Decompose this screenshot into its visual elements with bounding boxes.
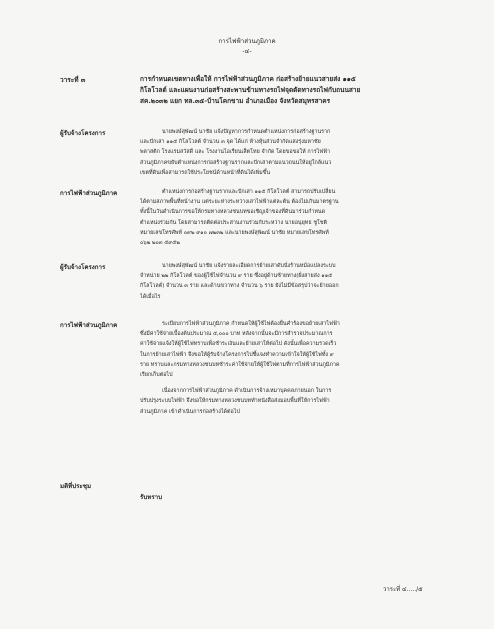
body-line: ส่วนภูมิภาค เข้าดำเนินการก่อสร้างได้ต่อไป (140, 408, 240, 415)
body-line: เนื่องจากการไฟฟ้าส่วนภูมิภาค ดำเนินการจ้างเหมาบุคคลภายนอก ในการ (162, 388, 332, 395)
body-line: ได้ตามสภาพพื้นที่หน้างาน แต่ระยะห่างระหว่างเสาไฟฟ้าแต่ละต้น ต้องไม่เกินมาตรฐาน (140, 199, 339, 206)
body-line: ปรับปรุงระบบไฟฟ้า จึงขอให้กรมทางหลวงชนบททำหนังสือส่งมอบพื้นที่ให้การไฟฟ้า (140, 398, 330, 405)
resolution-value: รับทราบ (140, 494, 163, 501)
body-line: ราย ทราบและกรมทางหลวงชนบทชำระค่าใช้จ่ายให้ผู้ใช้ไฟตามที่การไฟฟ้าส่วนภูมิภาค (140, 361, 340, 368)
body-line: และปักเสา ๑๑๕ กิโลโวลต์ จำนวน ๓ จุด ได้แก่ ห้างหุ้นส่วนจำกัดแสงรุ่งมหาชัย (140, 139, 321, 146)
body-line: จำหน่าย ๒๒ กิโลโวลต์ ของผู้ใช้ไฟจำนวน ๙ ราย ซึ่งอยู่ด้านซ้ายทาง(ฝั่งสายส่ง ๑๑๕ (140, 273, 333, 280)
section-label-pea-1: การไฟฟ้าส่วนภูมิภาค (60, 190, 118, 197)
agenda-label: วาระที่ ๓ (60, 76, 86, 84)
page-number: -๔- (242, 48, 252, 55)
agenda-title-line: การกำหนดเขตทางเพื่อให้ การไฟฟ้าส่วนภูมิภาค ก่อสร้างย้ายแนวสายส่ง ๑๑๕ (140, 75, 356, 83)
section-body-pea-1 (140, 187, 440, 248)
section-label-contractor-2: ผู้รับจ้างโครงการ (60, 264, 106, 271)
body-line: ๐๖๒ ๒๐๓ ๕๙๕๒ (140, 240, 180, 247)
body-line: เรียกเก็บต่อไป (140, 372, 173, 379)
section-label-pea-2: การไฟฟ้าส่วนภูมิภาค (60, 322, 118, 329)
agenda-title-line: กิโลโวลต์ และแผนงานก่อสร้างสะพานข้ามทางรถไฟจุดตัดทางรถไฟกับถนนสาย (140, 86, 361, 94)
section-body-contractor-1 (140, 127, 440, 178)
body-line: ในการย้ายเสาไฟฟ้า จึงขอให้ผู้รับจ้างโครงการไปชี้แจงทำความเข้าใจให้ผู้ใช้ไฟทั้ง ๙ (140, 351, 334, 358)
agenda-title (140, 74, 440, 107)
body-line: กิโลโวลต์) จำนวน ๓ ราย และด้านขวาทาง จำนวน ๖ ราย ยังไม่มีข้อสรุปว่าจะย้ายออก (140, 283, 339, 290)
body-line: นายพงษ์สุพัฒน์ นาชัย แจ้งปัญหาการกำหนดตำแหน่งการก่อสร้างฐานราก (162, 129, 331, 135)
body-line: หมายเลขโทรศัพท์ ๐๙๒ ๙๑๐ ๗๒๓๒ และนายพงษ์สุพัฒน์ นาชัย หมายเลขโทรศัพท์ (140, 229, 329, 236)
resolution-label: มติที่ประชุม (60, 483, 92, 490)
section-body-contractor-2 (140, 261, 440, 302)
body-line: ได้เมื่อไร (140, 293, 161, 300)
header-org: การไฟฟ้าส่วนภูมิภาค (218, 38, 276, 45)
footer-next-agenda: วาระที่ ๔...../๕ (383, 586, 423, 593)
body-line: ส่วนภูมิภาคขยับตำแหน่งการก่อสร้างฐานรากและปักเสาตามแนวถนนให้อยู่ใกล้แนว (140, 159, 332, 166)
body-line: ตำแหน่งร่วมกัน โดยสามารถติดต่อประสานงานร่วมกับระหว่าง นายอนุยุทธ ชูโชติ (140, 219, 328, 226)
body-line: นายพงษ์สุพัฒน์ นาชัย แจ้งรายละเอียดการย้ายเสาดับนั่งร้านหม้อแปลงระบบ (162, 263, 336, 269)
body-line: ระเบียบการไฟฟ้าส่วนภูมิภาค กำหนดให้ผู้ใช้ไฟต้องยื่นคำร้องขอย้ายเสาไฟฟ้า (162, 321, 340, 327)
body-line: ทั้งนี้ในวันดำเนินการขอให้กรมทางหลวงชนบทขอเชิญเจ้าของที่ดินมาร่วมกำหนด (140, 209, 326, 216)
body-line: ซึ่งมีค่าใช้จ่ายเบื้องต้นประมาณ ๕,๐๐๐ บาท หลังจากนั้นจะมีการสำรวจประมาณการ (140, 331, 333, 338)
section-label-contractor-1: ผู้รับจ้างโครงการ (60, 130, 106, 137)
body-line: ตำแหน่งการก่อสร้างฐานรากและปักเสา ๑๑๕ กิโลโวลต์ สามารถปรับเปลี่ยน (162, 189, 336, 195)
body-line: พลาสติก โรงแรมสวัสดี และ โรงงานไอเรียนเส็ตโทย จำกัด โดยขอขอให้ การไฟฟ้า (140, 149, 330, 156)
agenda-title-line: สค.๒๐๓๒ แยก ทล.๓๕-บ้านโคกขาม อำเภอเมือง จังหวัดสมุทรสาคร (140, 97, 331, 105)
body-line: ค่าใช้จ่ายแจ้งให้ผู้ใช้ไฟทราบเพื่อชำระเงินและย้ายเสาให้ต่อไป ดังนั้นเพื่อความรวดเร็ว (140, 341, 337, 348)
section-body-pea-2 (140, 319, 440, 417)
body-line: เขตที่ดินเพื่อสามารถใช้ประโยชน์ด้านหน้าที่ดินได้เพิ่มขึ้น (140, 169, 271, 176)
